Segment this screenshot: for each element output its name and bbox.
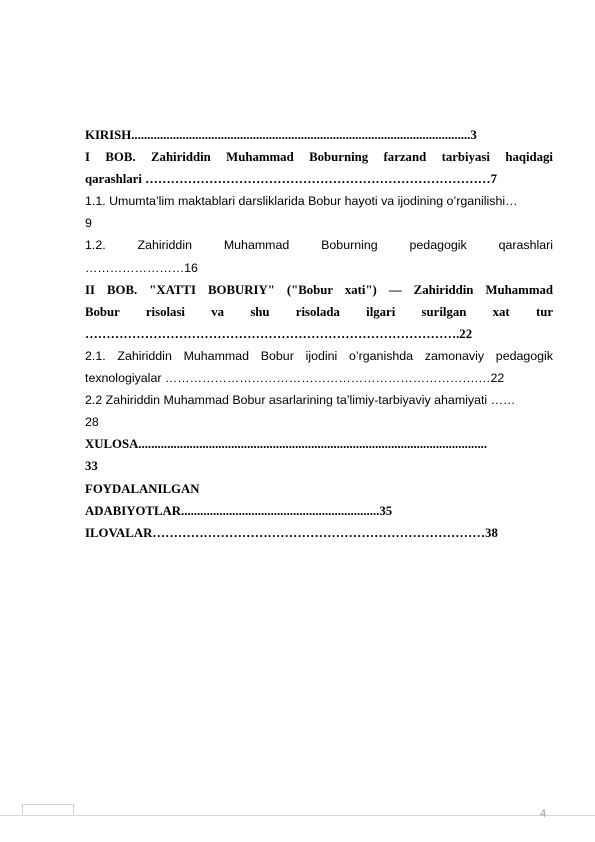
- toc-entry-bob2-title-cont[interactable]: Bobur risolasi va shu risolada ilgari surilgan xat tur: [85, 304, 553, 319]
- toc-entry-xulosa-page[interactable]: 33: [85, 459, 98, 474]
- toc-entry-adabiyotlar[interactable]: FOYDALANILGAN: [85, 481, 200, 496]
- toc-entry-ilovalar[interactable]: ILOVALAR……………………………………………………………………38: [85, 525, 498, 540]
- toc-entry-1-2-page[interactable]: ……………………16: [85, 260, 198, 275]
- toc-entry-bob1-page[interactable]: qarashlari ………………………………………………………………………7: [85, 172, 497, 187]
- toc-entry-bob1-title[interactable]: I BOB. Zahiriddin Muhammad Boburning farzand tarbiyasi haqidagi: [85, 150, 553, 165]
- footer-divider: [0, 815, 595, 816]
- page-number: 4: [540, 808, 547, 820]
- toc-entry-kirish[interactable]: KIRISH..........................................................................................................3: [85, 128, 477, 142]
- toc-entry-1-1[interactable]: 1.1. Umumta’lim maktablari darsliklarida Bobur hayoti va ijodining o’rganilishi…: [85, 194, 518, 209]
- toc-entry-bob2-page[interactable]: …………………………………………………………………………….22: [85, 326, 473, 341]
- table-of-contents: [85, 124, 553, 544]
- toc-entry-2-1[interactable]: 2.1. Zahiriddin Muhammad Bobur ijodini o’rganishda zamonaviy pedagogik: [85, 348, 553, 363]
- toc-entry-2-2[interactable]: 2.2 Zahiriddin Muhammad Bobur asarlarining ta’limiy-tarbiyaviy ahamiyati ……: [85, 393, 516, 408]
- toc-entry-xulosa[interactable]: XULOSA.............................................................................................................: [85, 437, 488, 452]
- toc-entry-2-1-page[interactable]: texnologiyalar ………………………………………………………………….…22: [85, 371, 505, 386]
- toc-entry-adabiyotlar-page[interactable]: ADABIYOTLAR..............................................................35: [85, 503, 393, 518]
- toc-entry-2-2-page[interactable]: 28: [85, 415, 99, 430]
- toc-entry-bob2-title[interactable]: II BOB. "XATTI BOBURIY" ("Bobur xati") — Zahiriddin Muhammad: [85, 282, 553, 297]
- toc-entry-1-2[interactable]: 1.2. Zahiriddin Muhammad Boburning pedagogik qarashlari: [85, 238, 553, 253]
- toc-entry-1-1-page[interactable]: 9: [85, 216, 92, 231]
